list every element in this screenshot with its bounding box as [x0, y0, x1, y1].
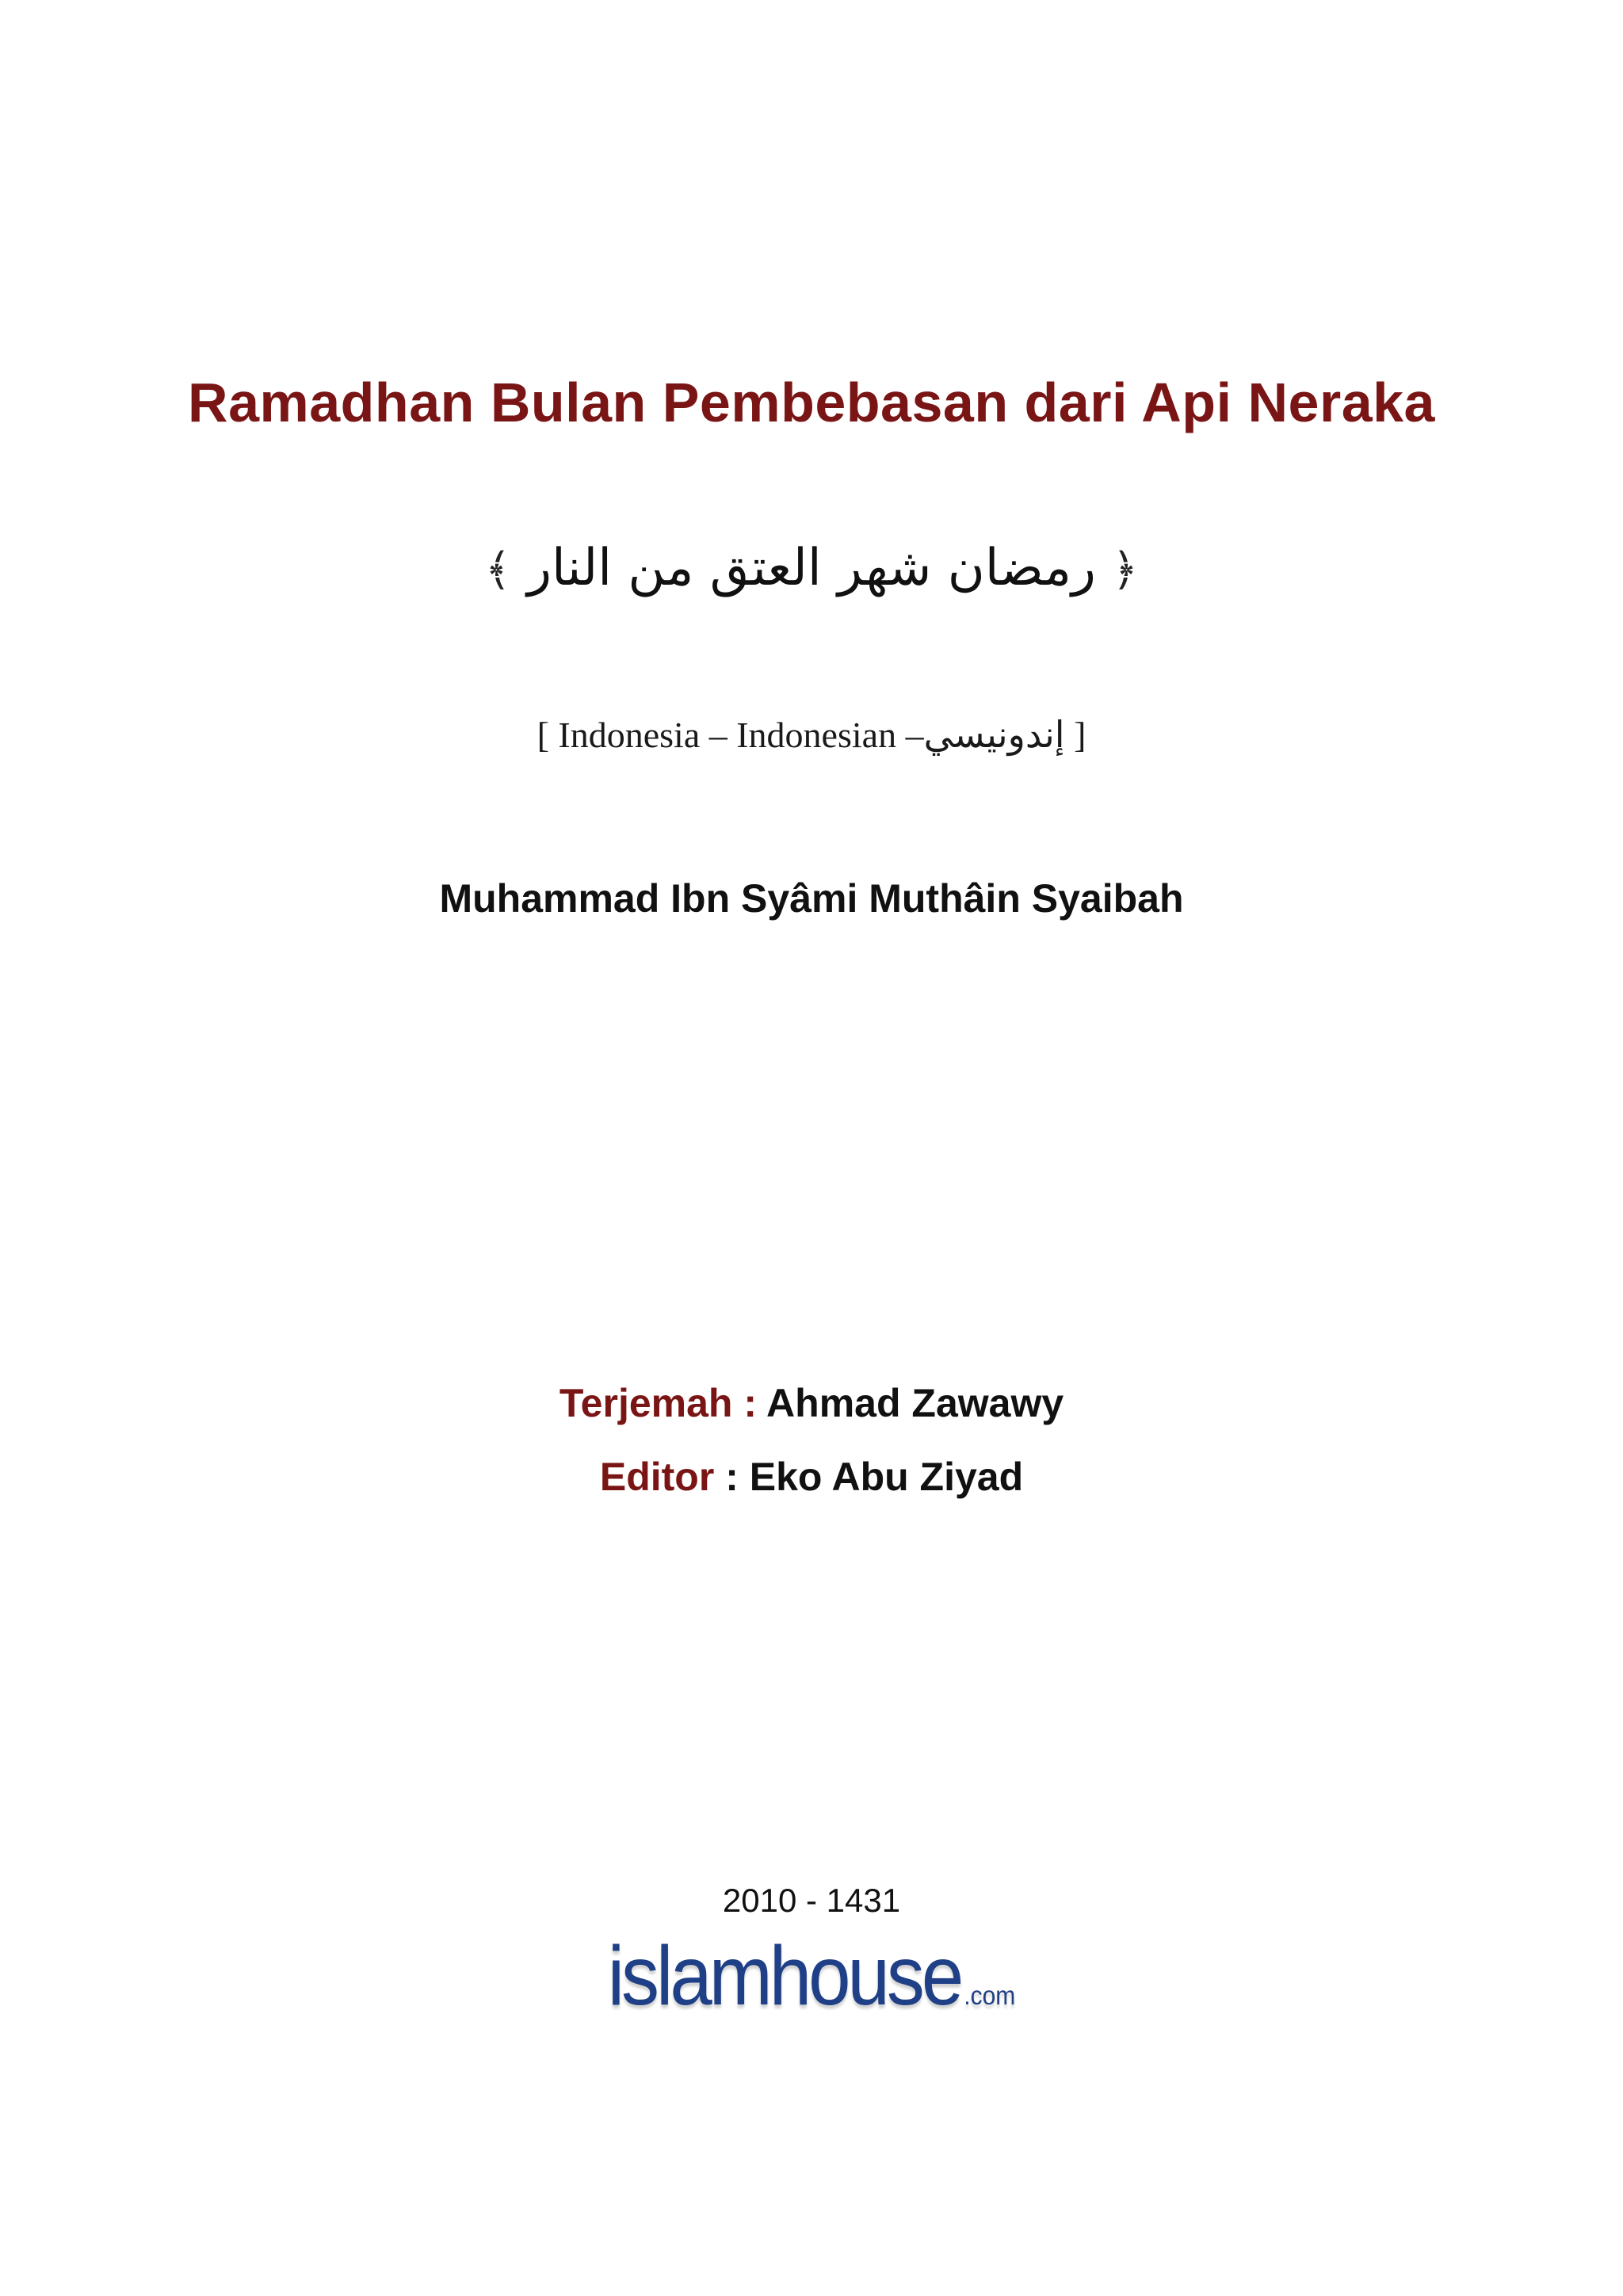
- logo-main-text: islamhouse: [607, 1929, 961, 2023]
- document-title: Ramadhan Bulan Pembebasan dari Api Neraka: [188, 372, 1435, 433]
- arabic-close-bracket: ﴾: [484, 544, 511, 596]
- language-line: [ Indonesia – Indonesian –إندونيسي ]: [537, 715, 1086, 755]
- publication-year: 2010 - 1431: [722, 1882, 901, 1919]
- editor-label: Editor: [599, 1455, 715, 1499]
- author-name: Muhammad Ibn Syâmi Muthâin Syaibah: [439, 876, 1184, 921]
- translator-line: [0, 1380, 1623, 1426]
- logo-suffix: .com: [964, 1981, 1016, 2011]
- editor-name: : Eko Abu Ziyad: [725, 1455, 1024, 1499]
- arabic-title-text: رمضان شهر العتق من النار: [527, 539, 1096, 597]
- islamhouse-logo: [0, 1929, 1623, 2023]
- arabic-title: [0, 539, 1623, 597]
- arabic-open-bracket: ﴿: [1112, 544, 1139, 596]
- logo-wordmark: [608, 1929, 1016, 2025]
- editor-line: [0, 1454, 1623, 1500]
- translator-label: Terjemah :: [559, 1381, 757, 1425]
- translator-name: Ahmad Zawawy: [766, 1381, 1064, 1425]
